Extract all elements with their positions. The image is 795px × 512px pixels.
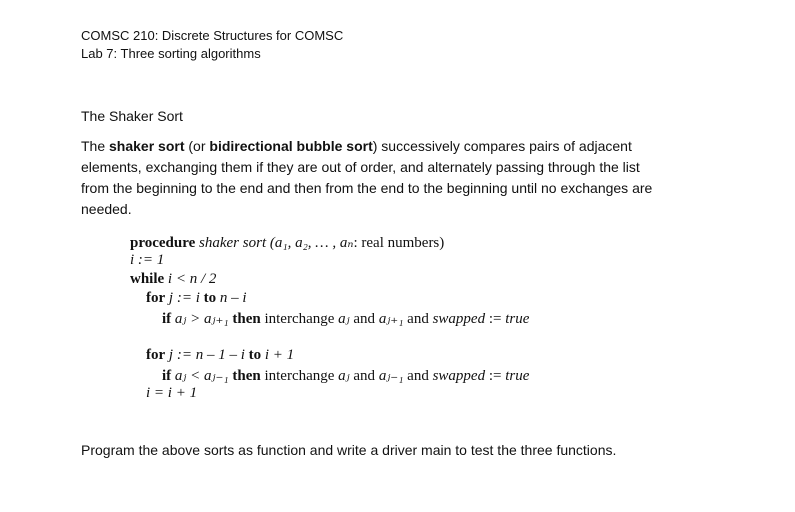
term-bidirectional-bubble-sort: bidirectional bubble sort: [209, 138, 373, 154]
pseudo-init: i := 1: [130, 252, 165, 268]
intro-line-1: [81, 136, 632, 157]
and-text-3: and: [349, 368, 379, 384]
for1-cond: j := i: [165, 290, 204, 306]
val-true-2: true: [505, 368, 530, 384]
kw-for-2: for: [146, 347, 166, 363]
and-text: and: [349, 311, 379, 327]
kw-then: then: [232, 311, 261, 327]
interchange-text-2: interchange: [260, 368, 339, 384]
if2-cond: aⱼ < aⱼ₋₁: [171, 368, 233, 384]
procedure-tail: : real numbers): [353, 235, 445, 251]
course-title: COMSC 210: Discrete Structures for COMSC: [81, 28, 344, 43]
for2-cond: j := n – 1 – i: [165, 347, 249, 363]
pseudo-procedure: [130, 233, 444, 252]
procedure-params: (a₁, a₂, … , aₙ: [269, 235, 354, 251]
assign-op: :=: [485, 311, 506, 327]
lab-title: Lab 7: Three sorting algorithms: [81, 46, 261, 61]
procedure-name: shaker sort: [195, 235, 270, 251]
pseudo-increment: i = i + 1: [146, 385, 198, 401]
kw-while: while: [130, 271, 165, 287]
assign-op-2: :=: [485, 368, 506, 384]
intro-rest: ) successively compares pairs of adjacent: [372, 138, 632, 154]
kw-to: to: [203, 290, 217, 306]
kw-if: if: [162, 311, 172, 327]
intro-line-3: from the beginning to the end and then from the end to the beginning until no exchanges are: [81, 180, 653, 196]
kw-procedure: procedure: [130, 235, 196, 251]
while-cond: i < n / 2: [164, 271, 217, 287]
var-aj-minus-1: aⱼ₋₁: [378, 368, 404, 384]
section-title: The Shaker Sort: [81, 108, 183, 124]
intro-line-4: needed.: [81, 201, 132, 217]
val-true: true: [505, 311, 530, 327]
pseudo-while: [130, 271, 216, 288]
var-aj-2: aⱼ: [338, 368, 350, 384]
assignment-instruction: Program the above sorts as function and write a driver main to test the three functions.: [81, 442, 617, 458]
kw-if-2: if: [162, 368, 172, 384]
intro-lead: The: [81, 138, 110, 154]
and-text-4: and: [403, 368, 433, 384]
pseudo-for-1: [146, 290, 247, 307]
kw-to-2: to: [248, 347, 262, 363]
intro-mid: (or: [184, 138, 210, 154]
var-aj: aⱼ: [338, 311, 350, 327]
if1-cond: aⱼ > aⱼ₊₁: [171, 311, 233, 327]
pseudo-if-1: [162, 309, 529, 328]
var-swapped-2: swapped: [432, 368, 486, 384]
for1-end: n – i: [216, 290, 247, 306]
and-text-2: and: [403, 311, 433, 327]
interchange-text: interchange: [260, 311, 339, 327]
pseudo-for-2: [146, 347, 294, 364]
for2-end: i + 1: [261, 347, 295, 363]
kw-then-2: then: [232, 368, 261, 384]
kw-for: for: [146, 290, 166, 306]
term-shaker-sort: shaker sort: [109, 138, 185, 154]
var-swapped: swapped: [432, 311, 486, 327]
var-aj-plus-1: aⱼ₊₁: [378, 311, 404, 327]
pseudo-if-2: [162, 366, 529, 385]
intro-line-2: elements, exchanging them if they are out of order, and alternately passing through the list: [81, 159, 640, 175]
